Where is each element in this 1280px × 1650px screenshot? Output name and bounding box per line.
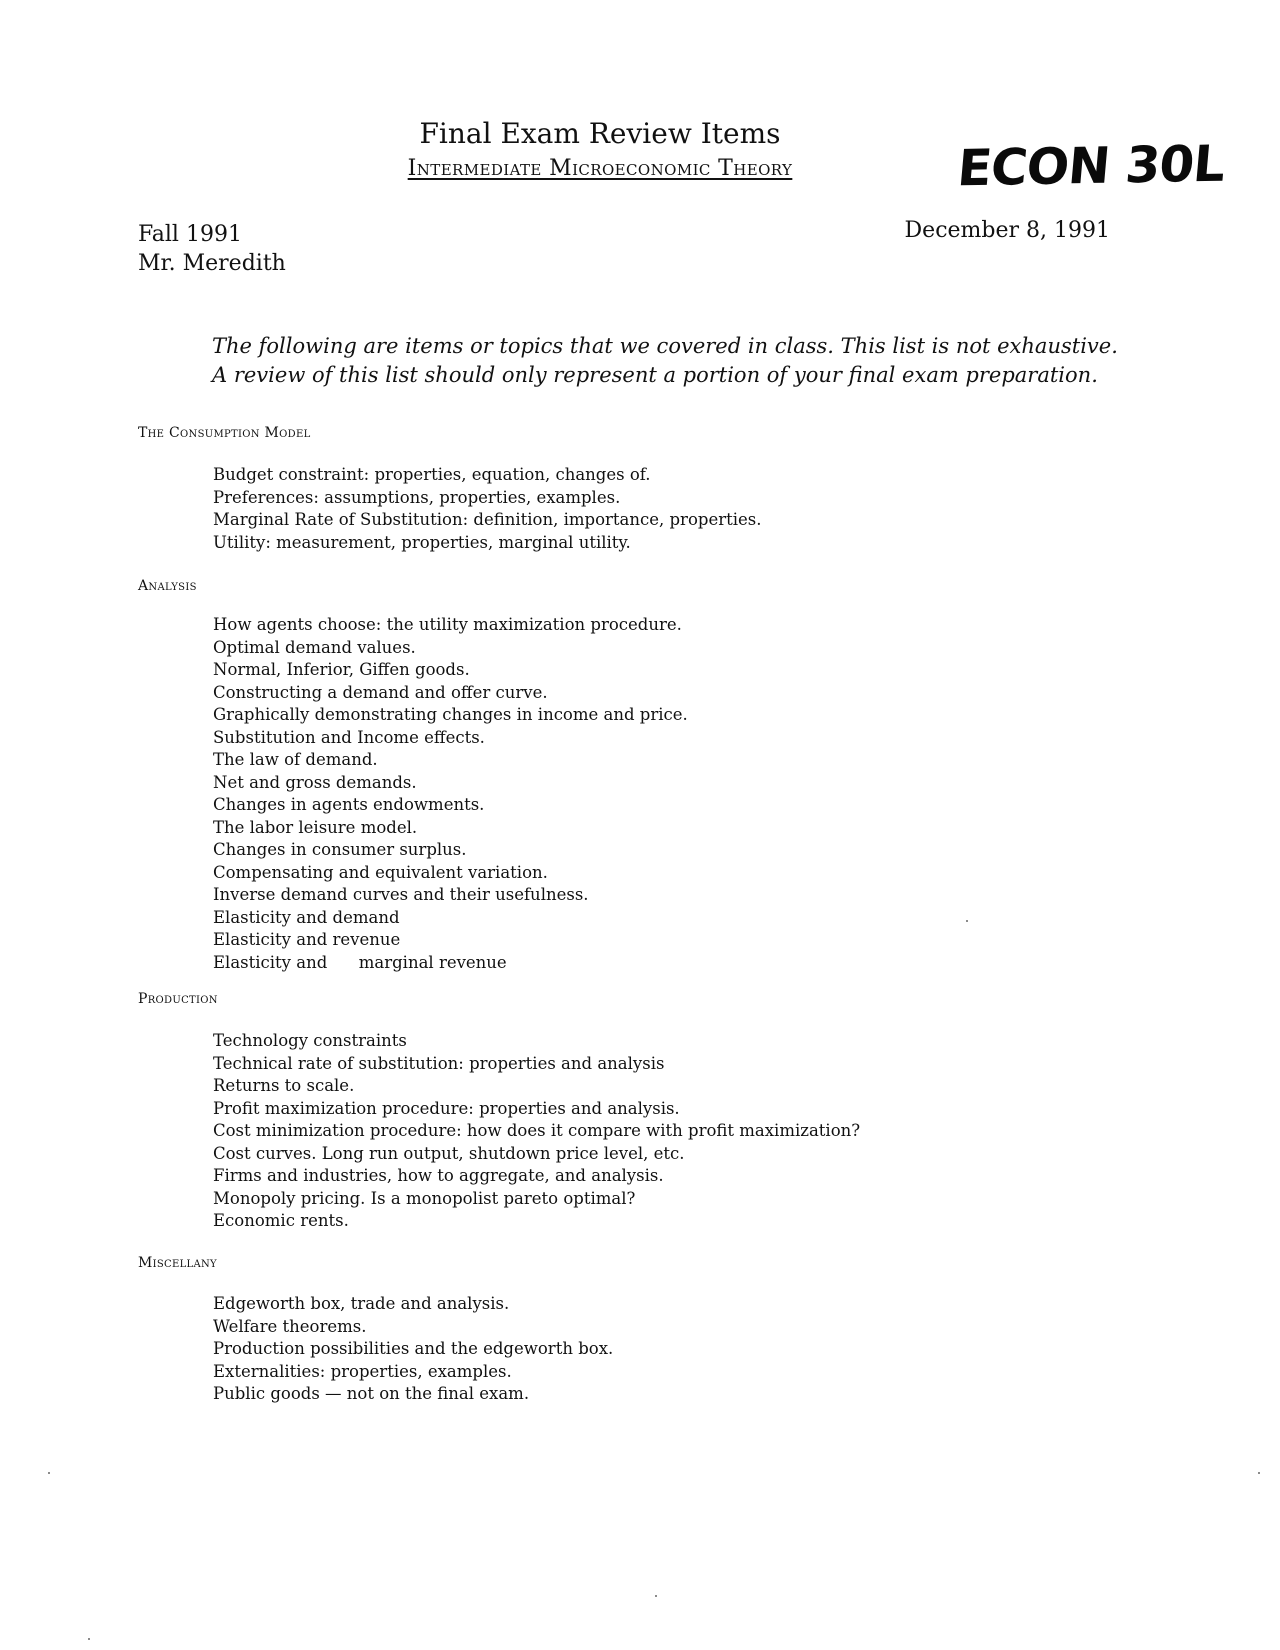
list-item: Elasticity and marginal revenue (213, 952, 507, 972)
course-code-stamp: ECON 30L (955, 134, 1227, 198)
course-name: Intermediate Microeconomic Theory (407, 156, 793, 181)
list-item: Preferences: assumptions, properties, examples. (213, 487, 621, 507)
list-item: Monopoly pricing. Is a monopolist pareto optimal? (213, 1188, 636, 1208)
section-items-production (213, 1030, 860, 1233)
list-item: Compensating and equivalent variation. (213, 862, 548, 882)
list-item: Changes in consumer surplus. (213, 840, 467, 859)
scan-speck (88, 1638, 90, 1640)
intro-paragraph (212, 332, 1152, 390)
list-item: Optimal demand values. (213, 637, 416, 657)
scan-speck (966, 920, 968, 922)
list-item: Returns to scale. (213, 1076, 355, 1095)
document-date: December 8, 1991 (904, 218, 1110, 243)
section-items-analysis (213, 614, 688, 974)
list-item: The law of demand. (213, 750, 378, 769)
list-item: Changes in agents endowments. (213, 795, 485, 814)
term-block (138, 220, 286, 278)
section-heading-consumption-model: The Consumption Model (138, 425, 311, 441)
intro-line: A review of this list should only represent a portion of your final exam preparation. (212, 363, 1098, 387)
scan-speck (655, 1595, 657, 1597)
list-item: Technology constraints (213, 1031, 407, 1050)
list-item: Marginal Rate of Substitution: definition, importance, properties. (213, 510, 762, 529)
list-item: The labor leisure model. (213, 817, 418, 837)
list-item: Technical rate of substitution: properties and analysis (213, 1053, 665, 1073)
list-item: Elasticity and demand (213, 907, 400, 927)
section-heading-miscellany: Miscellany (138, 1255, 217, 1271)
scan-speck (48, 1472, 50, 1474)
list-item: Inverse demand curves and their usefulness. (213, 885, 589, 904)
list-item: Substitution and Income effects. (213, 727, 485, 747)
list-item: How agents choose: the utility maximization procedure. (213, 615, 682, 634)
section-items-miscellany (213, 1293, 613, 1406)
list-item: Profit maximization procedure: properties and analysis. (213, 1098, 680, 1118)
list-item: Externalities: properties, examples. (213, 1361, 512, 1381)
list-item: Production possibilities and the edgeworth box. (213, 1339, 614, 1358)
list-item: Normal, Inferior, Giffen goods. (213, 660, 470, 679)
list-item: Utility: measurement, properties, marginal utility. (213, 532, 631, 552)
list-item: Cost curves. Long run output, shutdown price level, etc. (213, 1143, 685, 1163)
list-item: Elasticity and revenue (213, 930, 401, 949)
list-item: Edgeworth box, trade and analysis. (213, 1294, 510, 1313)
document-title: Final Exam Review Items (419, 117, 781, 150)
list-item: Budget constraint: properties, equation, changes of. (213, 465, 651, 484)
list-item: Cost minimization procedure: how does it compare with profit maximization? (213, 1121, 861, 1140)
term: Fall 1991 (138, 222, 242, 247)
list-item: Welfare theorems. (213, 1316, 367, 1336)
list-item: Net and gross demands. (213, 772, 417, 792)
section-items-consumption-model (213, 464, 761, 554)
scan-speck (1258, 1472, 1260, 1474)
list-item: Firms and industries, how to aggregate, and analysis. (213, 1166, 664, 1185)
section-heading-production: Production (138, 991, 218, 1007)
list-item: Graphically demonstrating changes in income and price. (213, 705, 688, 724)
instructor: Mr. Meredith (138, 251, 286, 276)
intro-line: The following are items or topics that we covered in class. This list is not exhaustive. (212, 334, 1118, 358)
section-heading-analysis: Analysis (138, 578, 197, 594)
list-item: Economic rents. (213, 1211, 349, 1230)
list-item: Constructing a demand and offer curve. (213, 682, 548, 702)
list-item: Public goods — not on the final exam. (213, 1384, 530, 1403)
